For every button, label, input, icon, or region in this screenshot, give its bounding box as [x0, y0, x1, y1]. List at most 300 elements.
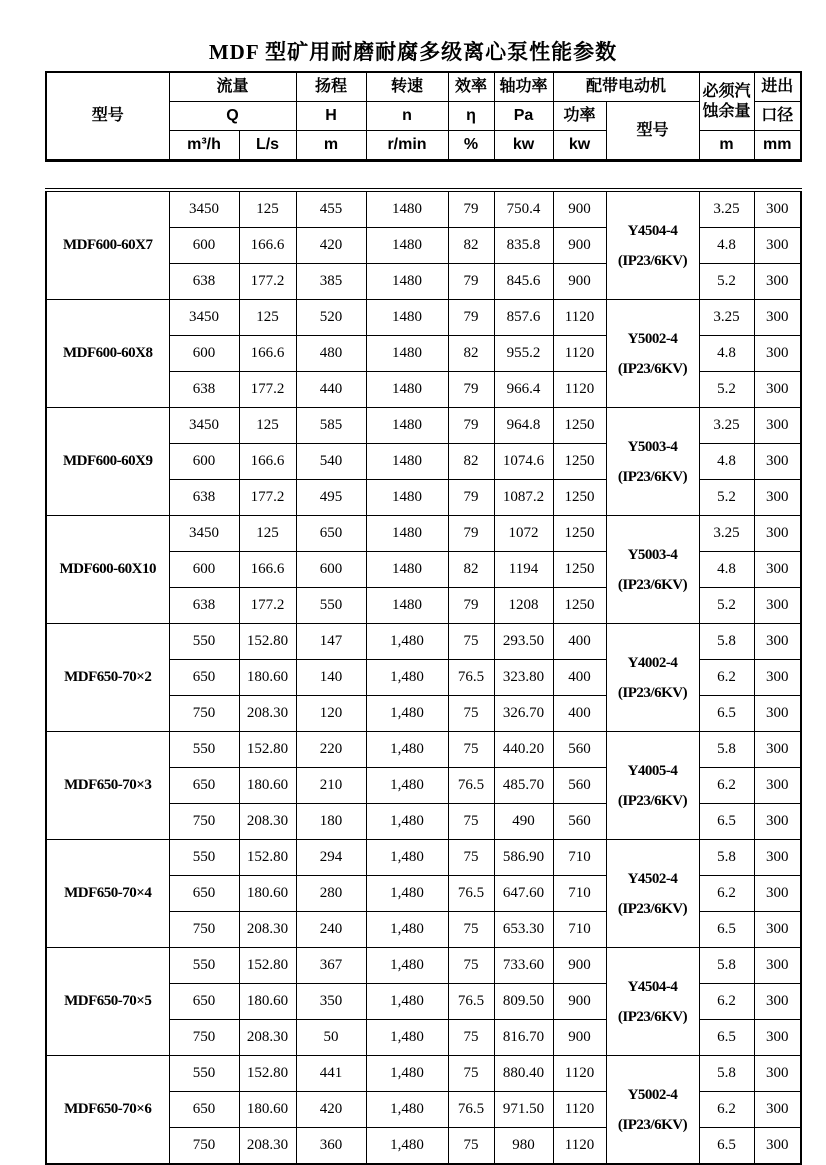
- flow-m3h-cell: 550: [169, 840, 239, 876]
- motor-model-text: Y4504-4: [627, 222, 678, 239]
- bore-cell: 300: [754, 588, 801, 624]
- shaft-power-cell: 955.2: [494, 336, 553, 372]
- efficiency-cell: 75: [448, 804, 494, 840]
- flow-m3h-cell: 750: [169, 804, 239, 840]
- npsh-cell: 5.8: [699, 948, 754, 984]
- shaft-power-cell: 733.60: [494, 948, 553, 984]
- col-header-npsh: 必须汽蚀余量: [699, 72, 754, 131]
- motor-model-cell: [606, 300, 699, 408]
- motor-spec-text: (IP23/6KV): [617, 252, 688, 269]
- shaft-power-cell: 323.80: [494, 660, 553, 696]
- efficiency-cell: 75: [448, 696, 494, 732]
- unit-efficiency-pct: %: [448, 131, 494, 161]
- flow-m3h-cell: 638: [169, 372, 239, 408]
- head-cell: 495: [296, 480, 366, 516]
- flow-ls-cell: 208.30: [239, 804, 296, 840]
- efficiency-cell: 82: [448, 444, 494, 480]
- motor-model-cell: [606, 516, 699, 624]
- npsh-cell: 5.2: [699, 264, 754, 300]
- flow-m3h-cell: 600: [169, 552, 239, 588]
- motor-power-cell: 1120: [553, 372, 606, 408]
- motor-power-cell: 1120: [553, 300, 606, 336]
- spec-row: [46, 624, 801, 660]
- spec-row: [46, 190, 801, 228]
- shaft-power-cell: 845.6: [494, 264, 553, 300]
- head-cell: 294: [296, 840, 366, 876]
- head-cell: 350: [296, 984, 366, 1020]
- unit-bore-mm: mm: [754, 131, 801, 161]
- flow-ls-cell: 166.6: [239, 444, 296, 480]
- head-cell: 455: [296, 190, 366, 228]
- flow-m3h-cell: 750: [169, 696, 239, 732]
- motor-power-cell: 900: [553, 948, 606, 984]
- motor-model-cell: [606, 408, 699, 516]
- flow-m3h-cell: 750: [169, 912, 239, 948]
- speed-cell: 1,480: [366, 1092, 448, 1128]
- efficiency-cell: 79: [448, 190, 494, 228]
- spec-table-body: [46, 190, 801, 1164]
- efficiency-cell: 82: [448, 552, 494, 588]
- motor-power-cell: 1250: [553, 444, 606, 480]
- head-cell: 147: [296, 624, 366, 660]
- motor-model-cell: [606, 624, 699, 732]
- pump-model-cell: MDF650-70×5: [46, 948, 169, 1056]
- motor-power-cell: 1250: [553, 408, 606, 444]
- motor-power-cell: 1120: [553, 1056, 606, 1092]
- bore-cell: 300: [754, 300, 801, 336]
- npsh-cell: 6.2: [699, 876, 754, 912]
- flow-ls-cell: 125: [239, 300, 296, 336]
- bore-cell: 300: [754, 228, 801, 264]
- efficiency-cell: 76.5: [448, 1092, 494, 1128]
- motor-model-text: Y5002-4: [627, 330, 678, 347]
- motor-power-cell: 1250: [553, 516, 606, 552]
- speed-cell: 1480: [366, 300, 448, 336]
- flow-ls-cell: 166.6: [239, 336, 296, 372]
- flow-ls-cell: 180.60: [239, 660, 296, 696]
- flow-m3h-cell: 3450: [169, 300, 239, 336]
- col-header-motor-model: 型号: [606, 102, 699, 161]
- flow-ls-cell: 177.2: [239, 480, 296, 516]
- speed-cell: 1480: [366, 480, 448, 516]
- head-cell: 140: [296, 660, 366, 696]
- npsh-cell: 4.8: [699, 336, 754, 372]
- npsh-cell: 4.8: [699, 552, 754, 588]
- motor-power-cell: 1250: [553, 552, 606, 588]
- flow-m3h-cell: 638: [169, 588, 239, 624]
- flow-ls-cell: 152.80: [239, 624, 296, 660]
- shaft-power-cell: 980: [494, 1128, 553, 1165]
- bore-cell: 300: [754, 912, 801, 948]
- motor-power-cell: 710: [553, 912, 606, 948]
- unit-flow-m3h: m³/h: [169, 131, 239, 161]
- npsh-cell: 6.2: [699, 984, 754, 1020]
- speed-cell: 1,480: [366, 840, 448, 876]
- motor-spec-text: (IP23/6KV): [617, 468, 688, 485]
- npsh-cell: 5.2: [699, 480, 754, 516]
- shaft-power-cell: 1194: [494, 552, 553, 588]
- shaft-power-cell: 750.4: [494, 190, 553, 228]
- motor-model-cell: [606, 190, 699, 300]
- head-cell: 585: [296, 408, 366, 444]
- shaft-power-cell: 440.20: [494, 732, 553, 768]
- motor-power-cell: 560: [553, 804, 606, 840]
- motor-spec-text: (IP23/6KV): [617, 360, 688, 377]
- spec-row: [46, 948, 801, 984]
- spec-row: [46, 1056, 801, 1092]
- motor-model-cell: [606, 732, 699, 840]
- shaft-power-cell: 1208: [494, 588, 553, 624]
- unit-npsh-m: m: [699, 131, 754, 161]
- spec-row: [46, 732, 801, 768]
- pump-model-cell: MDF650-70×2: [46, 624, 169, 732]
- npsh-cell: 4.8: [699, 444, 754, 480]
- flow-ls-cell: 180.60: [239, 984, 296, 1020]
- bore-cell: 300: [754, 408, 801, 444]
- efficiency-cell: 75: [448, 624, 494, 660]
- flow-m3h-cell: 638: [169, 480, 239, 516]
- shaft-power-cell: 586.90: [494, 840, 553, 876]
- head-cell: 600: [296, 552, 366, 588]
- flow-m3h-cell: 650: [169, 984, 239, 1020]
- motor-power-cell: 710: [553, 840, 606, 876]
- flow-ls-cell: 208.30: [239, 1128, 296, 1165]
- efficiency-cell: 82: [448, 336, 494, 372]
- flow-ls-cell: 166.6: [239, 228, 296, 264]
- efficiency-cell: 79: [448, 588, 494, 624]
- bore-cell: 300: [754, 984, 801, 1020]
- col-header-pump-model: 型号: [46, 72, 169, 161]
- motor-power-cell: 1120: [553, 1128, 606, 1165]
- head-cell: 550: [296, 588, 366, 624]
- npsh-cell: 3.25: [699, 408, 754, 444]
- motor-power-cell: 900: [553, 984, 606, 1020]
- shaft-power-cell: 490: [494, 804, 553, 840]
- head-cell: 540: [296, 444, 366, 480]
- bore-cell: 300: [754, 840, 801, 876]
- speed-cell: 1480: [366, 588, 448, 624]
- flow-ls-cell: 208.30: [239, 1020, 296, 1056]
- motor-power-cell: 900: [553, 228, 606, 264]
- npsh-cell: 5.8: [699, 624, 754, 660]
- efficiency-cell: 76.5: [448, 984, 494, 1020]
- shaft-power-cell: 971.50: [494, 1092, 553, 1128]
- shaft-power-cell: 653.30: [494, 912, 553, 948]
- col-header-flow: 流量: [169, 72, 296, 102]
- pump-model-cell: MDF650-70×3: [46, 732, 169, 840]
- bore-cell: 300: [754, 1020, 801, 1056]
- symbol-speed-n: n: [366, 102, 448, 131]
- speed-cell: 1480: [366, 444, 448, 480]
- flow-m3h-cell: 550: [169, 624, 239, 660]
- pump-model-cell: MDF650-70×6: [46, 1056, 169, 1165]
- npsh-cell: 5.2: [699, 588, 754, 624]
- pump-model-cell: MDF600-60X10: [46, 516, 169, 624]
- bore-cell: 300: [754, 1092, 801, 1128]
- motor-power-cell: 1120: [553, 336, 606, 372]
- speed-cell: 1,480: [366, 1020, 448, 1056]
- col-header-bore-line2: 口径: [754, 102, 801, 131]
- col-header-head: 扬程: [296, 72, 366, 102]
- motor-model-cell: [606, 948, 699, 1056]
- flow-ls-cell: 180.60: [239, 768, 296, 804]
- flow-ls-cell: 125: [239, 408, 296, 444]
- efficiency-cell: 76.5: [448, 876, 494, 912]
- bore-cell: 300: [754, 336, 801, 372]
- flow-m3h-cell: 550: [169, 1056, 239, 1092]
- speed-cell: 1480: [366, 516, 448, 552]
- motor-power-cell: 900: [553, 190, 606, 228]
- flow-ls-cell: 152.80: [239, 840, 296, 876]
- bore-cell: 300: [754, 480, 801, 516]
- head-cell: 240: [296, 912, 366, 948]
- bore-cell: 300: [754, 660, 801, 696]
- npsh-cell: 6.2: [699, 660, 754, 696]
- npsh-cell: 6.2: [699, 768, 754, 804]
- head-cell: 420: [296, 1092, 366, 1128]
- npsh-cell: 3.25: [699, 300, 754, 336]
- motor-power-cell: 560: [553, 732, 606, 768]
- motor-spec-text: (IP23/6KV): [617, 1116, 688, 1133]
- efficiency-cell: 76.5: [448, 768, 494, 804]
- npsh-cell: 6.2: [699, 1092, 754, 1128]
- motor-power-cell: 1250: [553, 480, 606, 516]
- pump-model-cell: MDF600-60X8: [46, 300, 169, 408]
- npsh-cell: 6.5: [699, 1128, 754, 1165]
- motor-spec-text: (IP23/6KV): [617, 1008, 688, 1025]
- flow-ls-cell: 177.2: [239, 372, 296, 408]
- flow-ls-cell: 166.6: [239, 552, 296, 588]
- speed-cell: 1,480: [366, 984, 448, 1020]
- bore-cell: 300: [754, 1056, 801, 1092]
- flow-m3h-cell: 600: [169, 228, 239, 264]
- efficiency-cell: 75: [448, 1128, 494, 1165]
- npsh-cell: 5.8: [699, 732, 754, 768]
- npsh-cell: 3.25: [699, 190, 754, 228]
- flow-m3h-cell: 638: [169, 264, 239, 300]
- speed-cell: 1480: [366, 190, 448, 228]
- unit-speed-rpm: r/min: [366, 131, 448, 161]
- motor-model-text: Y5003-4: [627, 546, 678, 563]
- pump-model-cell: MDF600-60X9: [46, 408, 169, 516]
- head-cell: 480: [296, 336, 366, 372]
- speed-cell: 1480: [366, 552, 448, 588]
- speed-cell: 1,480: [366, 624, 448, 660]
- head-cell: 650: [296, 516, 366, 552]
- motor-spec-text: (IP23/6KV): [617, 900, 688, 917]
- npsh-cell: 5.8: [699, 840, 754, 876]
- shaft-power-cell: 485.70: [494, 768, 553, 804]
- motor-spec-text: (IP23/6KV): [617, 576, 688, 593]
- bore-cell: 300: [754, 372, 801, 408]
- flow-m3h-cell: 650: [169, 1092, 239, 1128]
- bore-cell: 300: [754, 552, 801, 588]
- motor-power-cell: 1120: [553, 1092, 606, 1128]
- col-header-shaft-power: 轴功率: [494, 72, 553, 102]
- speed-cell: 1,480: [366, 912, 448, 948]
- flow-m3h-cell: 3450: [169, 516, 239, 552]
- npsh-cell: 6.5: [699, 804, 754, 840]
- shaft-power-cell: 880.40: [494, 1056, 553, 1092]
- shaft-power-cell: 326.70: [494, 696, 553, 732]
- efficiency-cell: 75: [448, 840, 494, 876]
- head-cell: 367: [296, 948, 366, 984]
- efficiency-cell: 79: [448, 264, 494, 300]
- head-cell: 220: [296, 732, 366, 768]
- flow-ls-cell: 125: [239, 190, 296, 228]
- motor-model-cell: [606, 1056, 699, 1165]
- bore-cell: 300: [754, 624, 801, 660]
- motor-power-cell: 400: [553, 624, 606, 660]
- speed-cell: 1,480: [366, 1128, 448, 1165]
- head-cell: 520: [296, 300, 366, 336]
- shaft-power-cell: 835.8: [494, 228, 553, 264]
- motor-model-text: Y4504-4: [627, 978, 678, 995]
- symbol-flow-q: Q: [169, 102, 296, 131]
- shaft-power-cell: 816.70: [494, 1020, 553, 1056]
- flow-ls-cell: 125: [239, 516, 296, 552]
- col-header-efficiency: 效率: [448, 72, 494, 102]
- bore-cell: 300: [754, 876, 801, 912]
- speed-cell: 1,480: [366, 696, 448, 732]
- flow-m3h-cell: 550: [169, 948, 239, 984]
- npsh-cell: 4.8: [699, 228, 754, 264]
- flow-m3h-cell: 650: [169, 768, 239, 804]
- page-title: MDF 型矿用耐磨耐腐多级离心泵性能参数: [208, 40, 618, 64]
- bore-cell: 300: [754, 804, 801, 840]
- npsh-cell: 5.2: [699, 372, 754, 408]
- shaft-power-cell: 1072: [494, 516, 553, 552]
- shaft-power-cell: 1087.2: [494, 480, 553, 516]
- motor-power-cell: 1250: [553, 588, 606, 624]
- spec-row: [46, 840, 801, 876]
- shaft-power-cell: 964.8: [494, 408, 553, 444]
- efficiency-cell: 76.5: [448, 660, 494, 696]
- head-cell: 385: [296, 264, 366, 300]
- npsh-cell: 5.8: [699, 1056, 754, 1092]
- efficiency-cell: 75: [448, 948, 494, 984]
- speed-cell: 1480: [366, 372, 448, 408]
- head-cell: 420: [296, 228, 366, 264]
- col-header-bore-line1: 进出: [754, 72, 801, 102]
- speed-cell: 1,480: [366, 660, 448, 696]
- spec-table-header: [45, 71, 802, 162]
- efficiency-cell: 75: [448, 912, 494, 948]
- efficiency-cell: 75: [448, 732, 494, 768]
- speed-cell: 1,480: [366, 768, 448, 804]
- spec-row: [46, 300, 801, 336]
- head-cell: 120: [296, 696, 366, 732]
- efficiency-cell: 79: [448, 480, 494, 516]
- col-header-motor: 配带电动机: [553, 72, 699, 102]
- bore-cell: 300: [754, 264, 801, 300]
- bore-cell: 300: [754, 696, 801, 732]
- speed-cell: 1,480: [366, 1056, 448, 1092]
- efficiency-cell: 79: [448, 372, 494, 408]
- head-cell: 210: [296, 768, 366, 804]
- pump-model-cell: MDF650-70×4: [46, 840, 169, 948]
- col-header-motor-power: 功率: [553, 102, 606, 131]
- motor-power-cell: 400: [553, 660, 606, 696]
- spec-row: [46, 408, 801, 444]
- motor-model-text: Y5003-4: [627, 438, 678, 455]
- col-header-speed: 转速: [366, 72, 448, 102]
- npsh-cell: 3.25: [699, 516, 754, 552]
- head-cell: 440: [296, 372, 366, 408]
- pump-model-cell: MDF600-60X7: [46, 190, 169, 300]
- spec-table: [45, 188, 802, 1165]
- head-cell: 50: [296, 1020, 366, 1056]
- flow-m3h-cell: 550: [169, 732, 239, 768]
- flow-m3h-cell: 3450: [169, 190, 239, 228]
- speed-cell: 1,480: [366, 804, 448, 840]
- motor-spec-text: (IP23/6KV): [617, 684, 688, 701]
- flow-ls-cell: 152.80: [239, 948, 296, 984]
- flow-ls-cell: 177.2: [239, 264, 296, 300]
- flow-ls-cell: 180.60: [239, 1092, 296, 1128]
- efficiency-cell: 79: [448, 516, 494, 552]
- header-row-1: [46, 72, 801, 102]
- unit-flow-ls: L/s: [239, 131, 296, 161]
- flow-m3h-cell: 750: [169, 1128, 239, 1165]
- shaft-power-cell: 966.4: [494, 372, 553, 408]
- bore-cell: 300: [754, 768, 801, 804]
- motor-power-cell: 900: [553, 1020, 606, 1056]
- bore-cell: 300: [754, 948, 801, 984]
- motor-model-text: Y5002-4: [627, 1086, 678, 1103]
- npsh-cell: 6.5: [699, 696, 754, 732]
- efficiency-cell: 82: [448, 228, 494, 264]
- efficiency-cell: 75: [448, 1056, 494, 1092]
- head-cell: 180: [296, 804, 366, 840]
- flow-ls-cell: 208.30: [239, 912, 296, 948]
- symbol-head-h: H: [296, 102, 366, 131]
- shaft-power-cell: 1074.6: [494, 444, 553, 480]
- efficiency-cell: 75: [448, 1020, 494, 1056]
- flow-ls-cell: 152.80: [239, 732, 296, 768]
- motor-power-cell: 560: [553, 768, 606, 804]
- flow-ls-cell: 152.80: [239, 1056, 296, 1092]
- speed-cell: 1480: [366, 408, 448, 444]
- speed-cell: 1480: [366, 264, 448, 300]
- bore-cell: 300: [754, 516, 801, 552]
- speed-cell: 1480: [366, 336, 448, 372]
- motor-model-cell: [606, 840, 699, 948]
- flow-m3h-cell: 650: [169, 660, 239, 696]
- flow-ls-cell: 180.60: [239, 876, 296, 912]
- bore-cell: 300: [754, 190, 801, 228]
- motor-power-cell: 710: [553, 876, 606, 912]
- unit-shaft-power-kw: kw: [494, 131, 553, 161]
- unit-motor-power-kw: kw: [553, 131, 606, 161]
- shaft-power-cell: 647.60: [494, 876, 553, 912]
- speed-cell: 1,480: [366, 732, 448, 768]
- speed-cell: 1,480: [366, 876, 448, 912]
- motor-model-text: Y4002-4: [627, 654, 678, 671]
- flow-m3h-cell: 650: [169, 876, 239, 912]
- shaft-power-cell: 809.50: [494, 984, 553, 1020]
- bore-cell: 300: [754, 444, 801, 480]
- motor-spec-text: (IP23/6KV): [617, 792, 688, 809]
- efficiency-cell: 79: [448, 408, 494, 444]
- speed-cell: 1480: [366, 228, 448, 264]
- spec-row: [46, 516, 801, 552]
- flow-m3h-cell: 600: [169, 444, 239, 480]
- bore-cell: 300: [754, 1128, 801, 1165]
- shaft-power-cell: 857.6: [494, 300, 553, 336]
- flow-ls-cell: 208.30: [239, 696, 296, 732]
- motor-power-cell: 900: [553, 264, 606, 300]
